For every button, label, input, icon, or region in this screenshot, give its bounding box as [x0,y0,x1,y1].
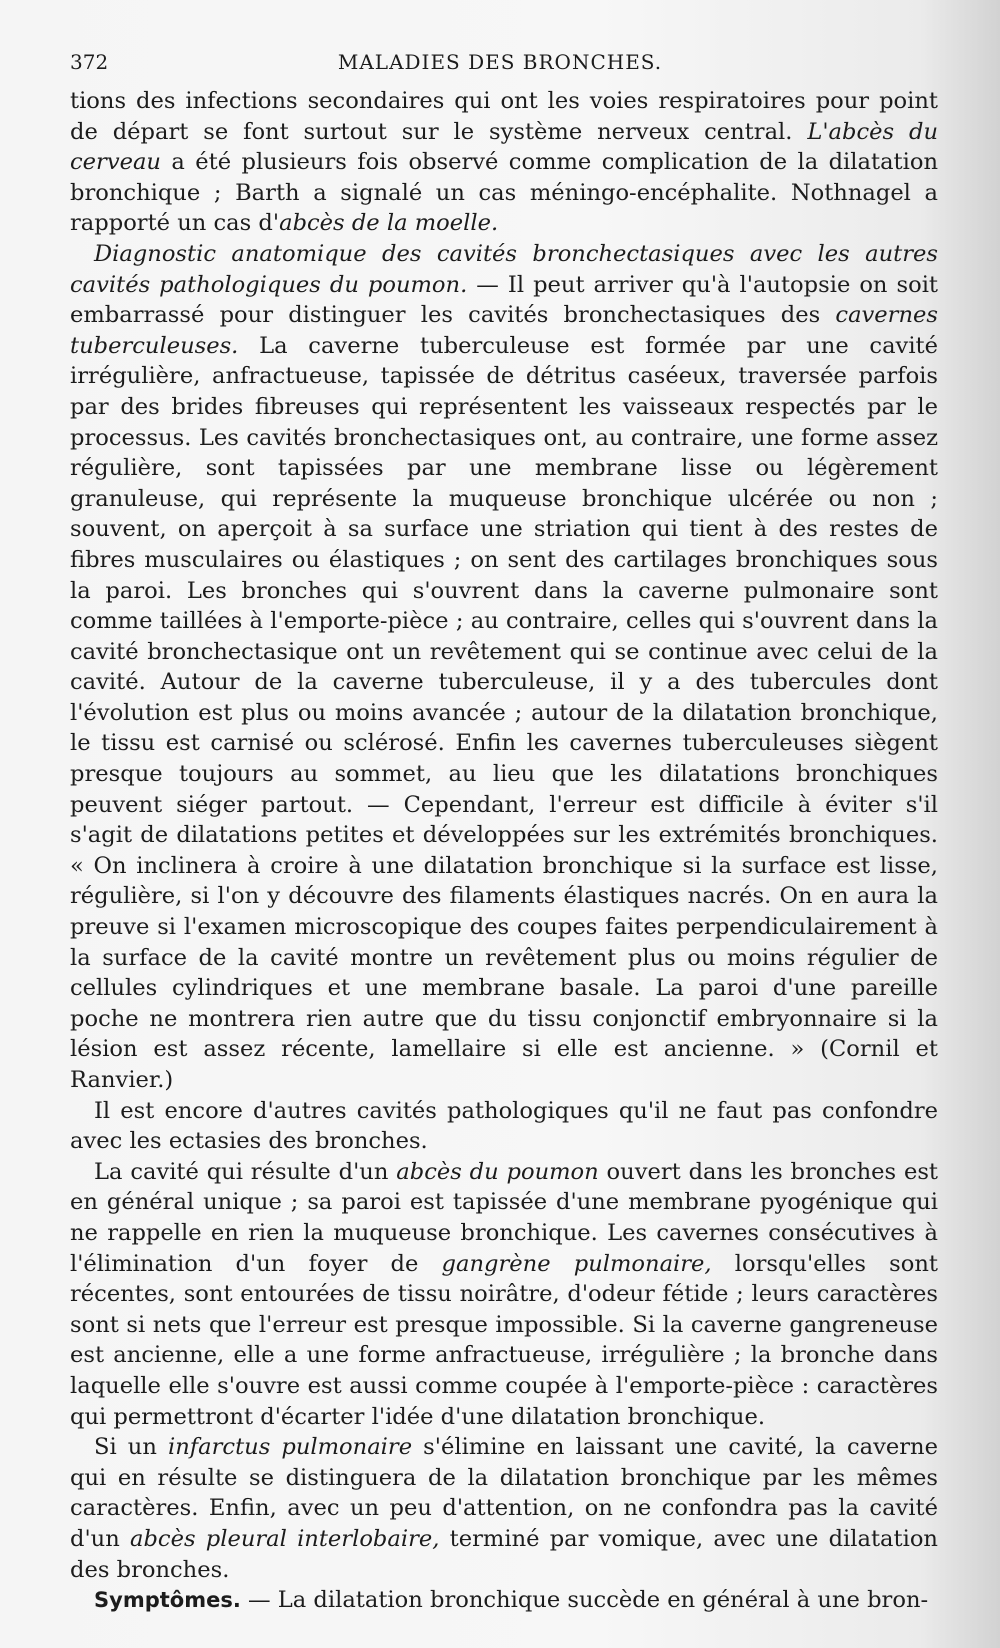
text-run: — La dilatation bronchique succède en général à une bron- [240,1587,929,1614]
text-run: terminé par vomique, avec une dilatation des bronches. [70,1525,938,1583]
paragraph-6 [70,1585,938,1616]
italic-term: abcès pleural interlobaire, [130,1525,440,1552]
italic-term: abcès du poumon [396,1158,599,1185]
body-text [70,86,938,1616]
text-run: La cavité qui résulte d'un [94,1158,397,1185]
italic-term: abcès de la moelle. [279,210,499,237]
italic-term: cavernes tuberculeuses. [70,302,938,359]
paragraph-5 [70,1432,938,1585]
text-run: — Il peut arriver qu'à l'autopsie on soit embarrassé pour distinguer les cavités bronchectasiques des [70,271,939,329]
paragraph-4 [70,1157,938,1432]
paragraph-3: Il est encore d'autres cavités pathologiques qu'il ne faut pas confondre avec les ectasies des bronches. [70,1097,938,1155]
text-run: La caverne tuberculeuse est formée par une cavité irrégulière, anfractueuse, tapissée de détritus caséeux, traversée parfois par des brides fibreuses qui représentent les vaisseaux respectés par le processus. Les cavités bronchectasiques ont, au contraire, une forme assez régulière, sont tapissées par une membrane lisse ou légèrement granuleuse, qui représente la muqueuse bronchique ulcérée ou non ; souvent, on aperçoit à sa surface une striation qui tient à des restes de fibres musculaires ou élastiques ; on sent des cartilages bronchiques sous la paroi. Les bronches qui s'ouvrent dans la caverne pulmonaire sont comme taillées à l'emporte-pièce ; au contraire, celles qui s'ouvrent dans la cavité bronchectasique ont un revêtement qui se continue avec celui de la cavité. Autour de la caverne tuberculeuse, il y a des tubercules dont l'évolution est plus ou moins avancée ; autour de la dilatation bronchique, le tissu est carnisé ou sclérosé. Enfin les cavernes tuberculeuses siègent presque toujours au sommet, au lieu que les dilatations bronchiques peuvent siéger partout. — Cependant, l'erreur est difficile à éviter s'il s'agit de dilatations petites et développées sur les extrémités bronchiques. « On inclinera à croire à une dilatation bronchique si la surface est lisse, régulière, si l'on y découvre des filaments élastiques nacrés. On en aura la preuve si l'examen microscopique des coupes faites perpendiculairement à la surface de la cavité montre un revêtement plus ou moins régulier de cellules cylindriques et une membrane basale. La paroi d'une pareille poche ne montrera rien autre que du tissu conjonctif embryonnaire si la lésion est assez récente, lamellaire si elle est ancienne. » (Cornil et Ranvier.) [70,332,938,1093]
italic-term: infarctus pulmonaire [168,1434,413,1461]
text-run: Si un [94,1434,168,1461]
text-run: a été plusieurs fois observé comme complication de la dilatation bronchique ; Barth a signalé un cas méningo-encéphalite. Nothnagel a rapporté un cas d' [70,149,938,237]
italic-term: gangrène pulmonaire, [441,1250,712,1277]
section-title-symptomes: Symptômes. [94,1588,241,1613]
text-run: tions des infections secondaires qui ont les voies respiratoires pour point de départ se font surtout sur le système nerveux central. [70,88,938,145]
running-title: MALADIES DES BRONCHES. [337,50,663,74]
text-run: ouvert dans les bronches est en général unique ; sa paroi est tapissée d'une membrane pyogénique qui ne rappelle en rien la muqueuse bronchique. Les cavernes consécutives à l'élimination d'un foyer de [70,1158,938,1277]
section-title-diagnostic: Diagnostic anatomique des cavités bronchectasiques avec les autres cavités pathologiques du poumon. [70,240,938,298]
italic-term: L'abcès du cerveau [70,118,938,176]
page-number: 372 [70,50,109,74]
paragraph-1 [70,86,938,239]
text-run: s'élimine en laissant une cavité, la caverne qui en résulte se distinguera de la dilatation bronchique par les mêmes caractères. Enfin, avec un peu d'attention, on ne confondra pas la cavité d'un [70,1434,938,1552]
paragraph-2 [70,239,938,1096]
text-run: lorsqu'elles sont récentes, sont entourées de tissu noirâtre, d'odeur fétide ; leurs caractères sont si nets que l'erreur est presque impossible. Si la caverne gangreneuse est ancienne, elle a une forme anfractueuse, irrégulière ; la bronche dans laquelle elle s'ouvre est aussi comme coupée à l'emporte-pièce : caractères qui permettront d'écarter l'idée d'une dilatation bronchique. [70,1250,939,1430]
